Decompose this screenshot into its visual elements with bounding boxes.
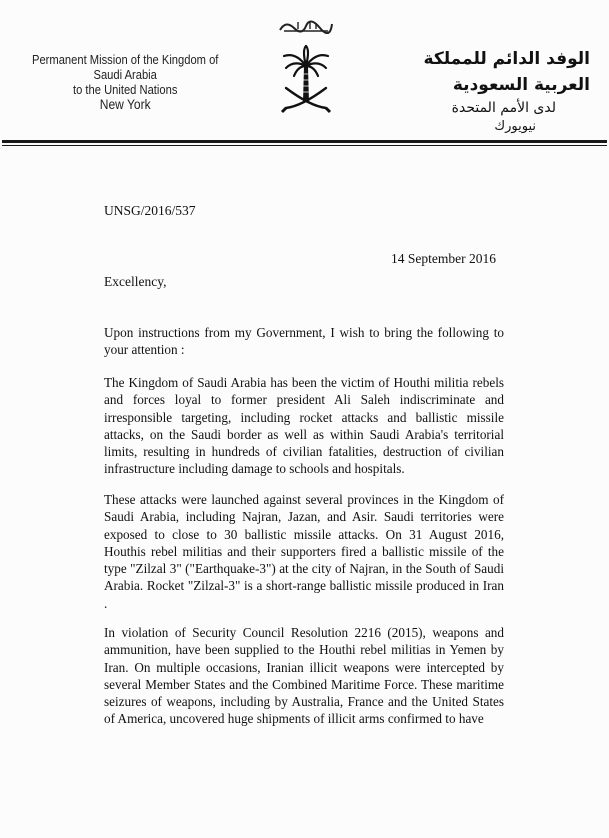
paragraph-3: These attacks were launched against several provinces in the Kingdom of Saudi Arabia, including Najran, Jazan, and Asir. Saudi territories were exposed to close to 30 ballistic missile attacks. On 31 August 2016, Houthis rebel militias and their supporters fired a ballistic missile of the type "Zilzal 3" ("Earthquake-3") at the city of Najran, in the South of Saudi Arabia. Rocket "Zilzal-3" is a short-range ballistic missile produced in Iran . [104, 492, 504, 611]
arabic-line-1: الوفد الدائم للمملكة العربية السعودية [423, 49, 590, 95]
mission-line-3: New York [99, 96, 151, 112]
arabic-line-2: لدى الأمم المتحدة [451, 100, 556, 116]
reference-number: UNSG/2016/537 [104, 203, 196, 218]
mission-name-english [22, 52, 228, 112]
paragraph-4: In violation of Security Council Resolution 2216 (2015), weapons and ammunition, have been supplied to the Houthi rebel militias in Yemen by Iran. On multiple occasions, Iranian illicit weapons were intercepted by several Member States and the Combined Maritime Force. These maritime seizures of weapons, including by Australia, France and the United States of America, uncovered huge shipments of illicit arms confirmed to have [104, 625, 504, 727]
mission-line-1: Permanent Mission of the Kingdom of Saudi Arabia [31, 52, 219, 82]
mission-name-arabic [370, 46, 590, 136]
mission-line-2: to the United Nations [72, 82, 178, 97]
arabic-line-3: نيويورك [494, 119, 536, 134]
salutation: Excellency, [104, 274, 167, 289]
basmala-calligraphy-icon [276, 18, 336, 34]
header-divider-thick [2, 140, 607, 143]
paragraph-2: The Kingdom of Saudi Arabia has been the victim of Houthi militia rebels and forces loyal to former president Ali Saleh indiscriminate and irresponsible targeting, including rocket attacks and ballistic missile attacks, on the Saudi border as well as within Saudi Arabia's territorial limits, resulting in hundreds of civilian fatalities, destruction of civilian infrastructure including damage to schools and hospitals. [104, 375, 504, 477]
basmala-calligraphy [276, 18, 336, 34]
letter-date: 14 September 2016 [391, 251, 496, 266]
paragraph-1: Upon instructions from my Government, I wish to bring the following to your attention : [104, 325, 504, 358]
header-divider-thin [2, 145, 607, 146]
saudi-emblem-icon [276, 44, 336, 116]
